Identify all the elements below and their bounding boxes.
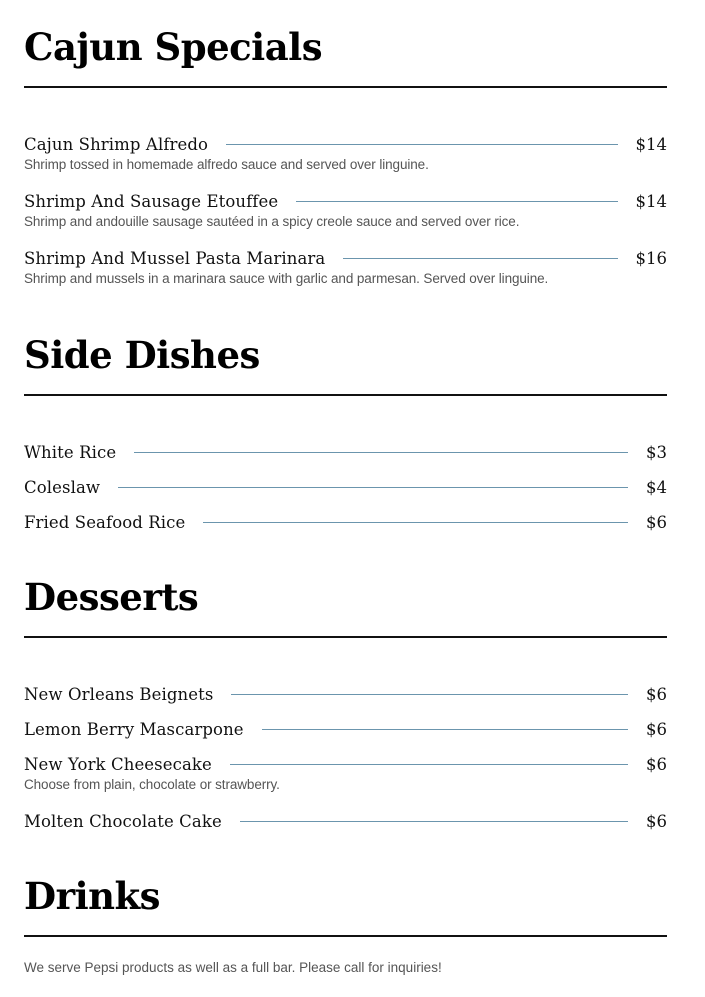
item-name: Coleslaw xyxy=(24,477,101,497)
section-divider xyxy=(24,86,667,88)
item-price: $6 xyxy=(646,512,667,532)
leader-line xyxy=(134,452,628,453)
item-description: Shrimp and andouille sausage sautéed in a spicy creole sauce and served over rice. xyxy=(24,214,520,229)
leader-line xyxy=(231,694,628,695)
section-title: Desserts xyxy=(24,575,199,619)
leader-line xyxy=(118,487,628,488)
item-price: $14 xyxy=(635,191,667,211)
leader-line xyxy=(296,201,617,202)
item-description: Choose from plain, chocolate or strawberry. xyxy=(24,777,280,792)
item-name: White Rice xyxy=(24,442,117,462)
menu-item xyxy=(24,753,667,792)
section-title: Cajun Specials xyxy=(24,25,323,69)
item-price: $4 xyxy=(646,477,667,497)
item-description: Shrimp tossed in homemade alfredo sauce and served over linguine. xyxy=(24,157,429,172)
leader-line xyxy=(203,522,628,523)
item-name: Lemon Berry Mascarpone xyxy=(24,719,244,739)
item-name: New Orleans Beignets xyxy=(24,684,214,704)
menu-item xyxy=(24,511,667,533)
item-name: Shrimp And Mussel Pasta Marinara xyxy=(24,248,326,268)
item-price: $6 xyxy=(646,684,667,704)
section-divider xyxy=(24,394,667,396)
item-name: Molten Chocolate Cake xyxy=(24,811,222,831)
item-name: New York Cheesecake xyxy=(24,754,212,774)
menu-item xyxy=(24,133,667,172)
item-name: Shrimp And Sausage Etouffee xyxy=(24,191,279,211)
item-price: $6 xyxy=(646,811,667,831)
leader-line xyxy=(240,821,628,822)
section-title: Drinks xyxy=(24,874,161,918)
item-price: $16 xyxy=(635,248,667,268)
leader-line xyxy=(343,258,617,259)
menu-item xyxy=(24,247,667,286)
menu-item xyxy=(24,683,667,705)
item-description: Shrimp and mussels in a marinara sauce with garlic and parmesan. Served over linguine. xyxy=(24,271,549,286)
item-price: $6 xyxy=(646,719,667,739)
item-name: Fried Seafood Rice xyxy=(24,512,186,532)
section-divider xyxy=(24,636,667,638)
menu-item xyxy=(24,718,667,740)
leader-line xyxy=(226,144,617,145)
leader-line xyxy=(230,764,628,765)
drinks-note: We serve Pepsi products as well as a full bar. Please call for inquiries! xyxy=(24,960,442,975)
section-divider xyxy=(24,935,667,937)
item-price: $14 xyxy=(635,134,667,154)
section-title: Side Dishes xyxy=(24,333,260,377)
item-price: $3 xyxy=(646,442,667,462)
leader-line xyxy=(262,729,628,730)
menu-item xyxy=(24,190,667,229)
menu-item xyxy=(24,441,667,463)
item-price: $6 xyxy=(646,754,667,774)
item-name: Cajun Shrimp Alfredo xyxy=(24,134,209,154)
menu-item xyxy=(24,476,667,498)
menu-item xyxy=(24,810,667,832)
